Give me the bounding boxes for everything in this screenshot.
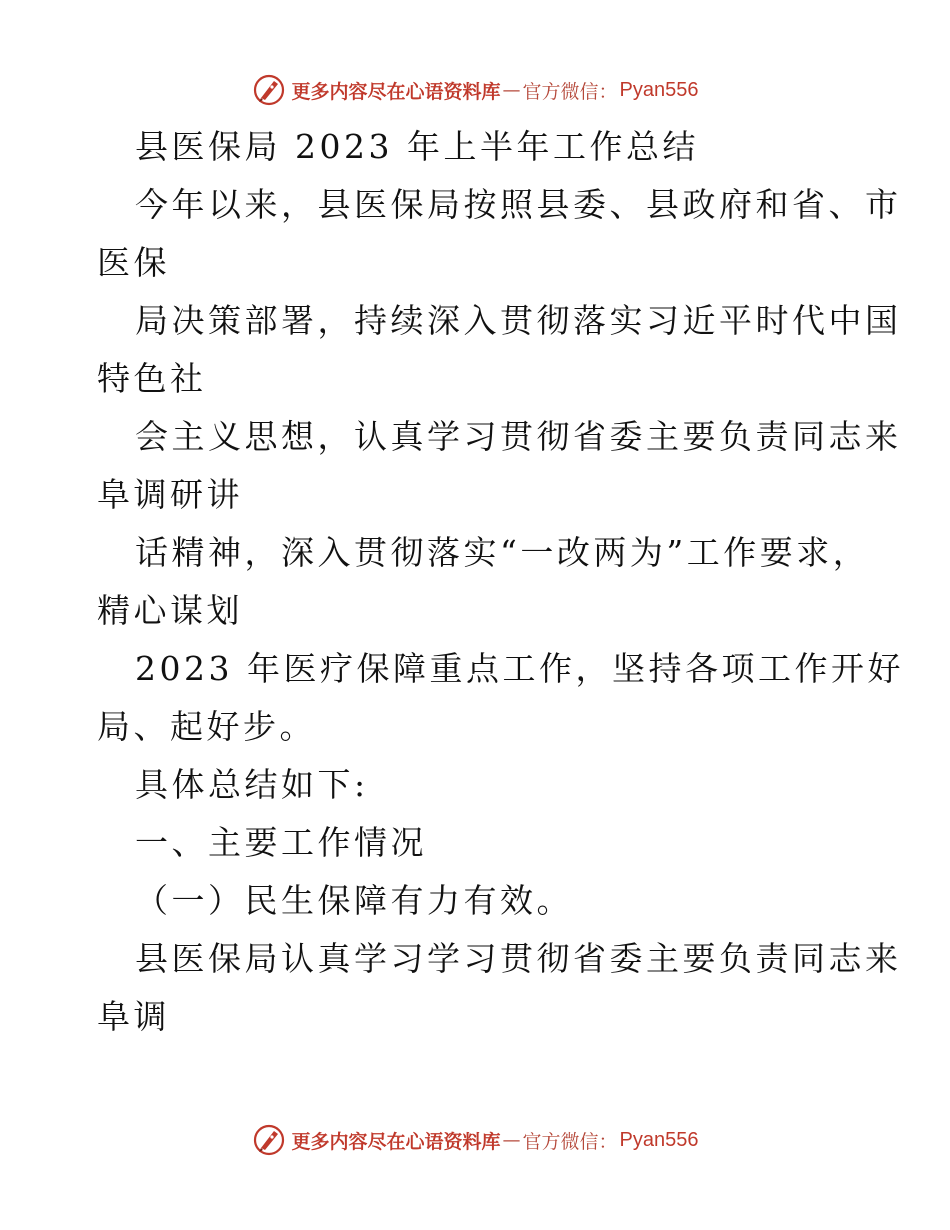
text-line: 精心谋划 [97,591,243,630]
watermark-wechat-id: Pyan556 [619,1128,699,1151]
watermark-wechat-label: 官方微信： [522,80,618,103]
text-line: 会主义思想，认真学习贯彻省委主要负责同志来 [135,417,902,456]
text-line: 局、起好步。 [97,707,316,746]
quill-pen-circle-icon [252,73,286,107]
watermark-dash: — [502,1129,521,1151]
text-line: 2023 年医疗保障重点工作，坚持各项工作开好 [135,649,904,688]
watermark-banner-bottom [0,1120,950,1160]
watermark-wechat-label: 官方微信： [522,1130,618,1153]
text-line: 今年以来，县医保局按照县委、县政府和省、市 [135,185,902,224]
document-title: 县医保局 2023 年上半年工作总结 [135,127,699,166]
text-line: 阜调 [97,997,170,1036]
text-line: （一）民生保障有力有效。 [135,881,573,920]
watermark-banner-top [0,70,950,110]
text-line: 具体总结如下: [135,765,369,804]
document-body [97,118,904,1046]
watermark-brand: 更多内容尽在心语资料库 [291,80,501,103]
text-line: 话精神，深入贯彻落实“一改两为”工作要求， [135,533,870,572]
quill-pen-circle-icon [252,1123,286,1157]
watermark-wechat-id: Pyan556 [619,78,699,101]
text-line: 局决策部署，持续深入贯彻落实习近平时代中国 [135,301,902,340]
text-line: 一、主要工作情况 [135,823,427,862]
text-line: 医保 [97,243,170,282]
watermark-dash: — [502,79,521,101]
watermark-brand: 更多内容尽在心语资料库 [291,1130,501,1153]
text-line: 特色社 [97,359,207,398]
text-line: 阜调研讲 [97,475,243,514]
text-line: 县医保局认真学习学习贯彻省委主要负责同志来 [135,939,902,978]
